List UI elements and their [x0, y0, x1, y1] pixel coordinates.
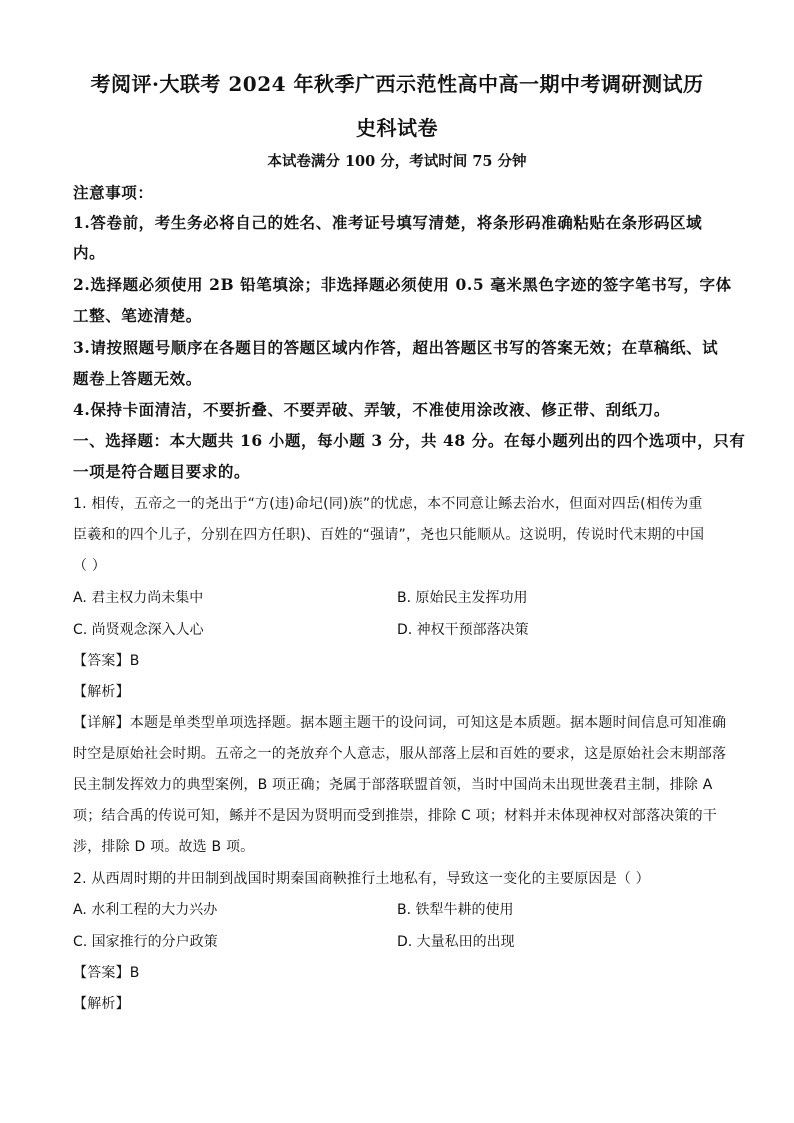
q1-detail-line5: 涉，排除 D 项。故选 B 项。	[73, 839, 255, 855]
q1-option-b: B. 原始民主发挥功用	[397, 590, 528, 606]
q1-option-d: D. 神权干预部落决策	[397, 622, 529, 638]
note-3-line1: 3.请按照题号顺序在各题目的答题区域内作答，超出答题区书写的答案无效；在草稿纸、试	[73, 338, 719, 357]
note-4: 4.保持卡面清洁，不要折叠、不要弄破、弄皱，不准使用涂改液、修正带、刮纸刀。	[73, 400, 670, 419]
q2-option-d: D. 大量私田的出现	[397, 934, 515, 950]
q1-detail-line4: 项；结合禹的传说可知，鲧并不是因为贤明而受到推崇，排除 C 项；材料并未体现神权对部落决策的干	[73, 808, 718, 824]
q2-option-c: C. 国家推行的分户政策	[73, 934, 218, 950]
notes-heading: 注意事项：	[73, 183, 154, 202]
q1-option-a: A. 君主权力尚未集中	[73, 590, 204, 606]
note-1-line1: 1.答卷前，考生务必将自己的姓名、准考证号填写清楚，将条形码准确粘贴在条形码区域	[73, 213, 703, 232]
section-heading-line2: 一项是符合题目要求的。	[73, 462, 251, 481]
note-2-line2: 工整、笔迹清楚。	[73, 306, 202, 325]
q1-answer: 【答案】B	[73, 653, 140, 669]
exam-title-line2: 史科试卷	[356, 116, 438, 140]
q2-answer: 【答案】B	[73, 965, 140, 981]
exam-title-line1: 考阅评·大联考 2024 年秋季广西示范性高中高一期中考调研测试历	[90, 72, 704, 96]
q2-stem: 2. 从西周时期的井田制到战国时期秦国商鞅推行土地私有，导致这一变化的主要原因是（ ）	[73, 871, 650, 887]
note-2-line1: 2.选择题必须使用 2B 铅笔填涂；非选择题必须使用 0.5 毫米黑色字迹的签字笔书写，字体	[73, 275, 732, 294]
q1-stem-line2: 臣羲和的四个儿子，分别在四方任职)、百姓的“强请”，尧也只能顺从。这说明，传说时代末期的中国	[73, 527, 705, 543]
q2-analysis-label: 【解析】	[73, 996, 130, 1012]
q1-detail-line1: 【详解】本题是单类型单项选择题。据本题主题干的设问词，可知这是本质题。据本题时间信息可知准确	[73, 715, 727, 731]
q1-detail-line2: 时空是原始社会时期。五帝之一的尧放弃个人意志，服从部落上层和百姓的要求，这是原始社会末期部落	[73, 746, 727, 762]
exam-info: 本试卷满分 100 分，考试时间 75 分钟	[267, 153, 527, 170]
note-1-line2: 内。	[73, 243, 106, 262]
note-3-line2: 题卷上答题无效。	[73, 369, 202, 388]
q2-option-a: A. 水利工程的大力兴办	[73, 902, 218, 918]
q1-option-c: C. 尚贤观念深入人心	[73, 622, 204, 638]
q1-stem-line3: （ ）	[73, 558, 107, 574]
q1-analysis-label: 【解析】	[73, 684, 130, 700]
q1-stem-line1: 1. 相传，五帝之一的尧出于“方(违)命圮(同)族”的忧虑，本不同意让鲧去治水，但面对四岳(相传为重	[73, 496, 703, 512]
q2-option-b: B. 铁犁牛耕的使用	[397, 902, 514, 918]
q1-detail-line3: 民主制发挥效力的典型案例，B 项正确；尧属于部落联盟首领，当时中国尚未出现世袭君主制，排除 A	[73, 777, 713, 793]
section-heading-line1: 一、选择题：本大题共 16 小题，每小题 3 分，共 48 分。在每小题列出的四个选项中，只有	[73, 431, 746, 450]
